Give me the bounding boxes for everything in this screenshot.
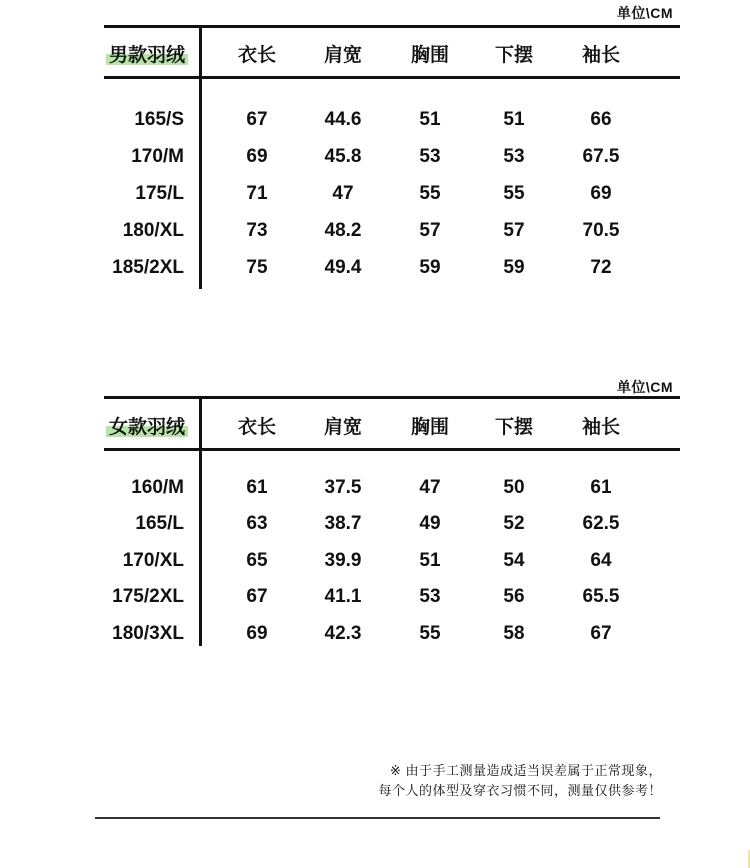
table-divider xyxy=(199,396,202,646)
table-cell: 65.5 xyxy=(582,586,620,607)
table-cell: 64 xyxy=(590,550,612,571)
table-cell: 66 xyxy=(590,109,612,130)
table-cell: 69 xyxy=(246,146,268,167)
column-header: 胸围 xyxy=(410,45,450,66)
table-cell: 41.1 xyxy=(324,586,362,607)
table-cell: 53 xyxy=(503,146,525,167)
table-cell: 72 xyxy=(590,257,612,278)
table-cell: 51 xyxy=(419,109,441,130)
table-header-rule xyxy=(104,448,680,451)
measurement-note xyxy=(378,761,662,801)
table-cell: 53 xyxy=(419,146,441,167)
table-cell: 37.5 xyxy=(324,477,362,498)
table-cell: 65 xyxy=(246,550,268,571)
table-cell: 73 xyxy=(246,220,268,241)
note-line-1: ※ 由于手工测量造成适当误差属于正常现象， xyxy=(389,763,662,778)
table-cell: 69 xyxy=(590,183,612,204)
table-cell: 38.7 xyxy=(324,513,362,534)
table-cell: 49 xyxy=(419,513,441,534)
size-label: 180/XL xyxy=(122,220,184,241)
table-cell: 45.8 xyxy=(324,146,362,167)
size-label: 175/2XL xyxy=(112,586,184,607)
table-cell: 58 xyxy=(503,623,525,644)
table-cell: 67 xyxy=(246,109,268,130)
table-cell: 57 xyxy=(503,220,525,241)
table-cell: 52 xyxy=(503,513,525,534)
table-header-rule xyxy=(104,76,680,79)
table-cell: 42.3 xyxy=(324,623,362,644)
women-table-title: 女款羽绒 xyxy=(106,412,188,439)
table-cell: 39.9 xyxy=(324,550,362,571)
column-header: 袖长 xyxy=(581,45,621,66)
size-label: 165/S xyxy=(134,109,184,130)
size-label: 170/XL xyxy=(122,550,184,571)
table-cell: 48.2 xyxy=(324,220,362,241)
table-cell: 61 xyxy=(246,477,268,498)
table-cell: 53 xyxy=(419,586,441,607)
unit-label-men: 单位\CM xyxy=(616,5,673,21)
men-size-table xyxy=(104,25,680,289)
table-cell: 62.5 xyxy=(582,513,620,534)
bottom-rule xyxy=(95,817,660,819)
column-header: 肩宽 xyxy=(323,417,363,438)
table-top-rule xyxy=(104,25,680,28)
table-cell: 47 xyxy=(419,477,441,498)
table-cell: 63 xyxy=(246,513,268,534)
column-header: 衣长 xyxy=(237,417,277,438)
table-cell: 70.5 xyxy=(582,220,620,241)
size-label: 180/3XL xyxy=(112,623,184,644)
table-cell: 75 xyxy=(246,257,268,278)
size-label: 185/2XL xyxy=(112,257,184,278)
table-cell: 51 xyxy=(419,550,441,571)
table-cell: 51 xyxy=(503,109,525,130)
column-header: 下摆 xyxy=(494,417,534,438)
table-cell: 55 xyxy=(419,183,441,204)
column-header: 衣长 xyxy=(237,45,277,66)
table-cell: 61 xyxy=(590,477,612,498)
table-cell: 67.5 xyxy=(582,146,620,167)
table-cell: 55 xyxy=(419,623,441,644)
unit-label-women: 单位\CM xyxy=(616,379,673,395)
men-table-title: 男款羽绒 xyxy=(106,40,188,67)
size-label: 160/M xyxy=(131,477,184,498)
column-header: 胸围 xyxy=(410,417,450,438)
size-label: 170/M xyxy=(131,146,184,167)
column-header: 肩宽 xyxy=(323,45,363,66)
table-cell: 71 xyxy=(246,183,268,204)
column-header: 袖长 xyxy=(581,417,621,438)
table-cell: 59 xyxy=(503,257,525,278)
table-cell: 56 xyxy=(503,586,525,607)
table-cell: 67 xyxy=(246,586,268,607)
note-line-2: 每个人的体型及穿衣习惯不同，测量仅供参考！ xyxy=(378,783,662,798)
table-cell: 55 xyxy=(503,183,525,204)
size-label: 165/L xyxy=(135,513,184,534)
table-top-rule xyxy=(104,396,680,399)
table-cell: 69 xyxy=(246,623,268,644)
table-cell: 44.6 xyxy=(324,109,362,130)
table-cell: 47 xyxy=(332,183,354,204)
table-cell: 49.4 xyxy=(324,257,362,278)
table-cell: 54 xyxy=(503,550,525,571)
table-cell: 59 xyxy=(419,257,441,278)
table-cell: 57 xyxy=(419,220,441,241)
table-divider xyxy=(199,25,202,289)
column-header: 下摆 xyxy=(494,45,534,66)
women-size-table xyxy=(104,396,680,646)
table-cell: 50 xyxy=(503,477,525,498)
table-cell: 67 xyxy=(590,623,612,644)
size-label: 175/L xyxy=(135,183,184,204)
